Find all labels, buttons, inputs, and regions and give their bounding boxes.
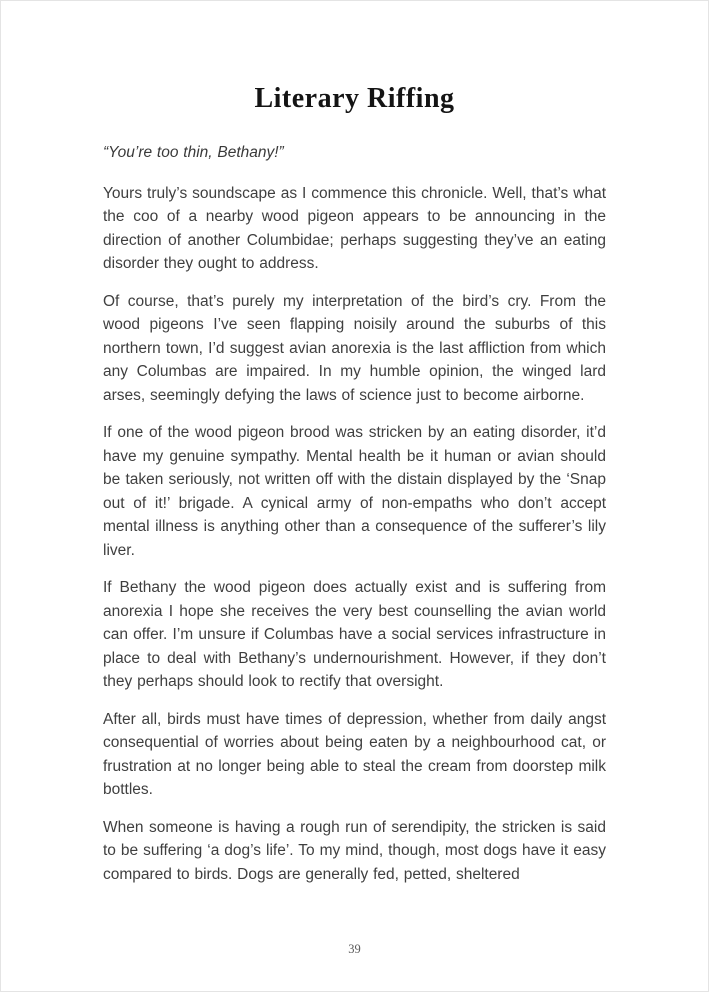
paragraph: If Bethany the wood pigeon does actually exist and is suffering from anorexia I hope she receives the very best counselling the avian world can offer. I’m unsure if Columbas have a social services infrastructure in place to deal with Bethany’s undernourishment. However, if they don’t they perhaps should look to rectify that oversight. [103, 579, 606, 690]
page-title: Literary Riffing [254, 83, 455, 114]
paragraph: Yours truly’s soundscape as I commence this chronicle. Well, that’s what the coo of a nearby wood pigeon appears to be announcing in the direction of another Columbidae; perhaps suggesting they’ve an eating disorder they ought to address. [103, 184, 606, 272]
page-number: 39 [348, 942, 361, 956]
paragraph: When someone is having a rough run of serendipity, the stricken is said to be suffering ‘a dog’s life’. To my mind, though, most dogs have it easy compared to birds. Dogs are generally fed, petted, sheltered [103, 818, 606, 883]
paragraph-opening-quote: “You’re too thin, Bethany!” [103, 144, 284, 161]
paragraph: After all, birds must have times of depression, whether from daily angst consequential of worries about being eaten by a neighbourhood cat, or frustration at no longer being able to steal the cream from doorstep milk bottles. [103, 710, 606, 798]
paragraph: If one of the wood pigeon brood was stricken by an eating disorder, it’d have my genuine sympathy. Mental health be it human or avian should be taken seriously, not written off with the distain displayed by the ‘Snap out of it!’ brigade. A cynical army of non-empaths who don’t accept mental illness is anything other than a consequence of the sufferer’s lily liver. [103, 424, 606, 559]
paragraph: Of course, that’s purely my interpretation of the bird’s cry. From the wood pigeons I’ve seen flapping noisily around the suburbs of this northern town, I’d suggest avian anorexia is the last affliction from which any Columbas are impaired. In my humble opinion, the winged lard arses, seemingly defying the laws of science just to become airborne. [103, 292, 606, 404]
